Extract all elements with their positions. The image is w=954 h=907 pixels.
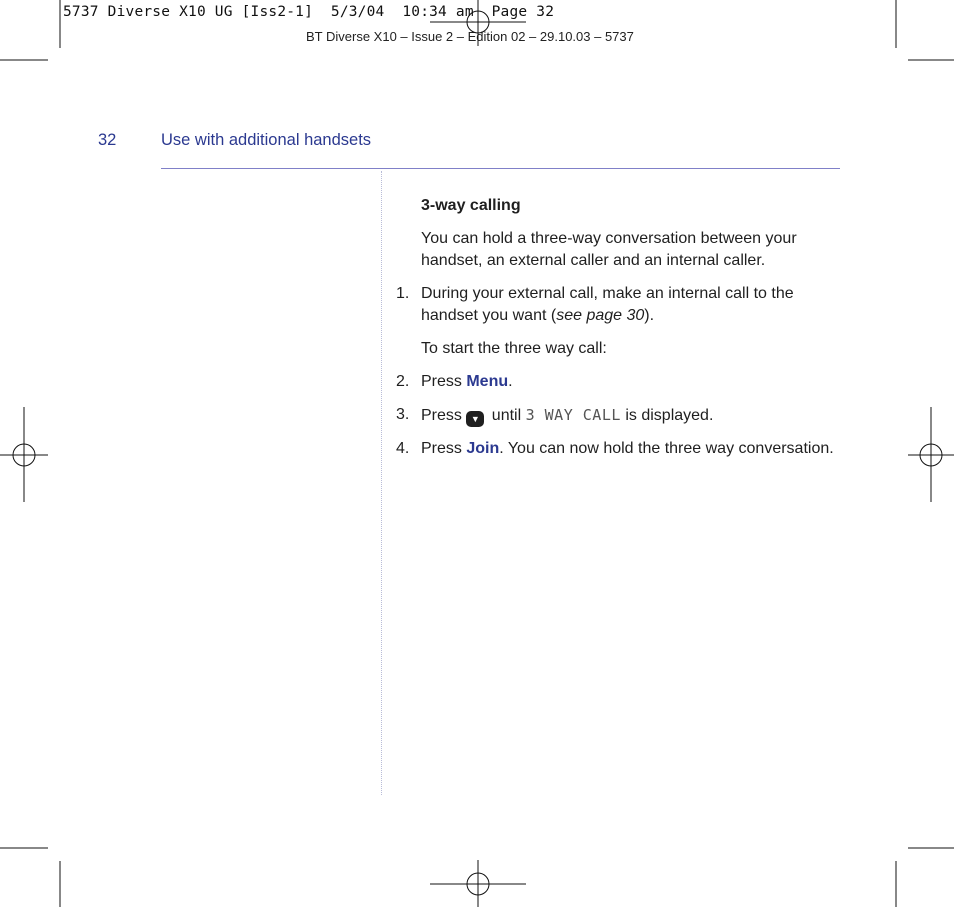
step-post: . You can now hold the three way conversation. — [499, 440, 834, 457]
step-mid: until — [487, 407, 526, 424]
step-pre: Press — [421, 373, 467, 390]
intro-paragraph: You can hold a three-way conversation between your handset, an external caller and an internal caller. — [421, 230, 797, 269]
display-text: 3 WAY CALL — [525, 406, 621, 424]
menu-keyword: Menu — [466, 373, 509, 390]
step-text — [421, 438, 846, 460]
section-heading: 3-way calling — [421, 197, 521, 214]
step-pre: Press — [421, 440, 467, 457]
step-text-b: ). — [644, 307, 655, 324]
content-column — [396, 195, 846, 471]
column-divider — [381, 171, 382, 795]
step-number: 2. — [396, 373, 410, 390]
section-title: Use with additional handsets — [161, 131, 372, 149]
note-paragraph: To start the three way call: — [421, 340, 607, 357]
step-1 — [396, 283, 846, 327]
step-text — [421, 283, 846, 327]
registration-target-right — [908, 407, 954, 502]
page-reference: see page 30 — [556, 307, 645, 324]
step-post: . — [508, 373, 513, 390]
step-number: 3. — [396, 406, 410, 423]
step-4 — [396, 438, 846, 460]
step-text — [421, 404, 846, 427]
step-3 — [396, 404, 846, 427]
page-number: 32 — [98, 131, 117, 149]
header-rule — [161, 168, 840, 169]
step-number: 4. — [396, 440, 410, 457]
step-number: 1. — [396, 285, 410, 302]
down-arrow-key-icon: ▼ — [466, 411, 484, 427]
step-pre: Press — [421, 407, 467, 424]
join-keyword: Join — [466, 440, 500, 457]
step-post: is displayed. — [620, 407, 714, 424]
step-text-a: During your external call, make an internal call to the handset you want ( — [421, 285, 794, 324]
edition-line: BT Diverse X10 – Issue 2 – Edition 02 – 29.10.03 – 5737 — [306, 29, 634, 44]
step-text — [421, 371, 846, 393]
registration-target-top — [430, 0, 526, 46]
step-2 — [396, 371, 846, 393]
registration-target-left — [0, 407, 48, 502]
registration-target-bottom — [430, 860, 526, 907]
print-slug: 5737 Diverse X10 UG [Iss2-1] 5/3/04 10:34 am Page 32 — [63, 4, 555, 20]
